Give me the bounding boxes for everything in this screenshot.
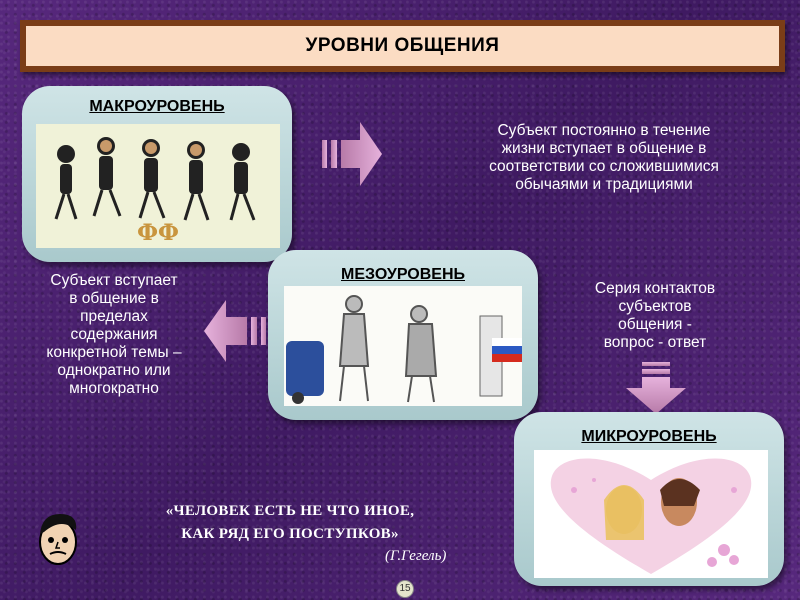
- face-icon: [30, 508, 86, 570]
- micro-text-line: вопрос - ответ: [603, 334, 707, 351]
- arrow-right-icon: [322, 122, 382, 186]
- slide-title: УРОВНИ ОБЩЕНИЯ: [26, 26, 779, 66]
- quote-line-1: «ЧЕЛОВЕК ЕСТЬ НЕ ЧТО ИНОЕ,: [165, 503, 415, 519]
- arrow-down-icon: [626, 362, 686, 414]
- micro-text-line: Серия контактов: [594, 280, 716, 297]
- macro-text-line: соответствии со сложившимися: [489, 158, 719, 175]
- meso-text-line: пределах: [80, 308, 148, 325]
- meso-text-line: однократно или: [57, 362, 171, 379]
- micro-title: МИКРОУРОВЕНЬ: [581, 428, 717, 445]
- meso-panel: [268, 250, 538, 420]
- macro-text-line: Субъект постоянно в течение: [497, 122, 711, 139]
- macro-text: [448, 122, 760, 194]
- macro-text-line: жизни вступает в общение в: [501, 140, 707, 157]
- micro-text: [560, 280, 750, 352]
- meso-text-line: в общение в: [69, 290, 159, 307]
- meso-title: МЕЗОУРОВЕНЬ: [341, 266, 465, 283]
- page-number: 15: [396, 580, 414, 598]
- micro-text-line: субъектов: [618, 298, 692, 315]
- meso-text-line: многократно: [69, 380, 159, 397]
- quote-author: (Г.Гегель): [385, 548, 447, 564]
- quote-line-2: КАК РЯД ЕГО ПОСТУПКОВ»: [181, 526, 399, 542]
- micro-image: [534, 450, 768, 578]
- svg-text:ФФ: ФФ: [137, 220, 179, 246]
- meso-text-line: содержания: [70, 326, 158, 343]
- macro-text-line: обычаями и традициями: [515, 176, 693, 193]
- quote: [110, 500, 470, 546]
- macro-title: МАКРОУРОВЕНЬ: [89, 98, 225, 115]
- meso-image: [284, 286, 522, 406]
- micro-text-line: общения -: [618, 316, 692, 333]
- title-bar: [20, 20, 785, 72]
- macro-image: [36, 124, 280, 248]
- meso-text-line: конкретной темы –: [46, 344, 182, 361]
- meso-text: [14, 272, 214, 398]
- meso-text-line: Субъект вступает: [50, 272, 178, 289]
- macro-panel: [22, 86, 292, 262]
- micro-panel: [514, 412, 784, 586]
